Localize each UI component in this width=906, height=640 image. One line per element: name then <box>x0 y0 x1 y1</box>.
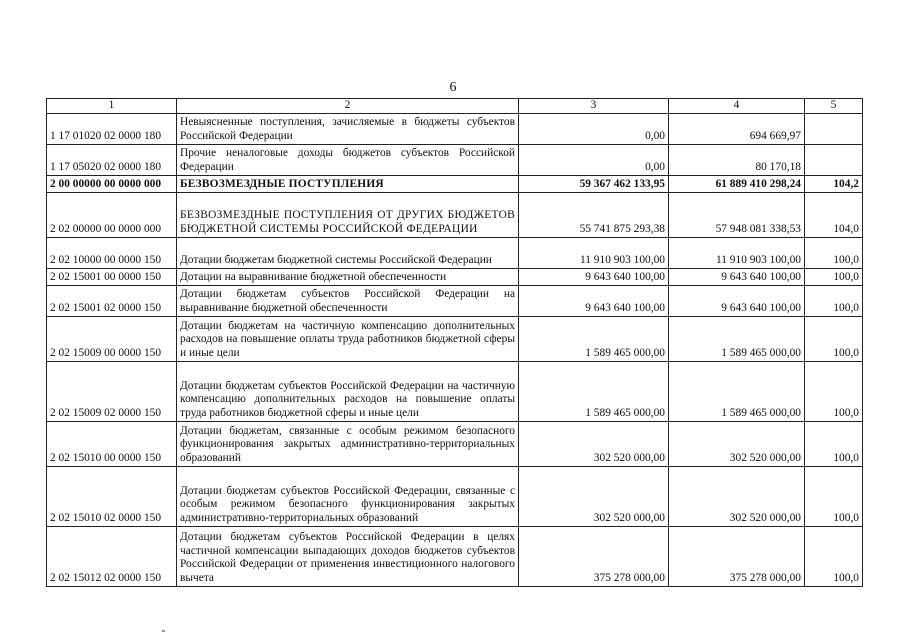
execution-percent: 104,0 <box>805 193 863 238</box>
revenue-name: Дотации на выравнивание бюджетной обеспеченности <box>177 269 519 286</box>
table-row <box>47 176 863 193</box>
column-number-header-row <box>47 99 863 114</box>
revenue-name: Дотации бюджетам субъектов Российской Федерации на частичную компенсацию дополнительных расходов на повышение оплаты труда работников бюджетной сферы и иные цели <box>177 362 519 422</box>
budget-code: 2 00 00000 00 0000 000 <box>47 176 177 193</box>
actual-amount: 302 520 000,00 <box>669 422 805 467</box>
planned-amount: 59 367 462 133,95 <box>519 176 669 193</box>
actual-amount: 1 589 465 000,00 <box>669 317 805 362</box>
execution-percent: 104,2 <box>805 176 863 193</box>
planned-amount: 0,00 <box>519 114 669 145</box>
revenue-name: Дотации бюджетам субъектов Российской Федерации на выравнивание бюджетной обеспеченности <box>177 286 519 317</box>
budget-code: 1 17 01020 02 0000 180 <box>47 114 177 145</box>
budget-code: 2 02 10000 00 0000 150 <box>47 238 177 269</box>
revenue-name: БЕЗВОЗМЕЗДНЫЕ ПОСТУПЛЕНИЯ <box>177 176 519 193</box>
table-row <box>47 238 863 269</box>
revenue-name: Невыясненные поступления, зачисляемые в бюджеты субъектов Российской Федерации <box>177 114 519 145</box>
scan-speck <box>162 630 165 632</box>
execution-percent <box>805 145 863 176</box>
column-header-2: 2 <box>177 99 519 114</box>
actual-amount: 9 643 640 100,00 <box>669 269 805 286</box>
execution-percent: 100,0 <box>805 467 863 527</box>
revenue-name: БЕЗВОЗМЕЗДНЫЕ ПОСТУПЛЕНИЯ ОТ ДРУГИХ БЮДЖЕТОВ БЮДЖЕТНОЙ СИСТЕМЫ РОССИЙСКОЙ ФЕДЕРАЦИИ <box>177 193 519 238</box>
revenue-name: Дотации бюджетам субъектов Российской Федерации, связанные с особым режимом безопасного функционирования закрытых административно-территориальных образований <box>177 467 519 527</box>
budget-code: 2 02 15001 02 0000 150 <box>47 286 177 317</box>
table-row <box>47 286 863 317</box>
planned-amount: 9 643 640 100,00 <box>519 269 669 286</box>
planned-amount: 55 741 875 293,38 <box>519 193 669 238</box>
planned-amount: 302 520 000,00 <box>519 467 669 527</box>
revenue-name: Прочие неналоговые доходы бюджетов субъектов Российской Федерации <box>177 145 519 176</box>
column-header-3: 3 <box>519 99 669 114</box>
revenue-name: Дотации бюджетам субъектов Российской Федерации в целях частичной компенсации выпадающих доходов бюджетов субъектов Российской Федерации от применения инвестиционного налогового вычета <box>177 527 519 587</box>
execution-percent: 100,0 <box>805 317 863 362</box>
execution-percent: 100,0 <box>805 527 863 587</box>
column-header-4: 4 <box>669 99 805 114</box>
table-row <box>47 422 863 467</box>
table-row <box>47 362 863 422</box>
actual-amount: 80 170,18 <box>669 145 805 176</box>
actual-amount: 61 889 410 298,24 <box>669 176 805 193</box>
actual-amount: 302 520 000,00 <box>669 467 805 527</box>
planned-amount: 375 278 000,00 <box>519 527 669 587</box>
revenue-name: Дотации бюджетам на частичную компенсацию дополнительных расходов на повышение оплаты труда работников бюджетной сферы и иные цели <box>177 317 519 362</box>
budget-code: 1 17 05020 02 0000 180 <box>47 145 177 176</box>
budget-code: 2 02 15010 00 0000 150 <box>47 422 177 467</box>
execution-percent: 100,0 <box>805 238 863 269</box>
budget-code: 2 02 15009 00 0000 150 <box>47 317 177 362</box>
actual-amount: 57 948 081 338,53 <box>669 193 805 238</box>
revenue-name: Дотации бюджетам бюджетной системы Российской Федерации <box>177 238 519 269</box>
budget-code: 2 02 15009 02 0000 150 <box>47 362 177 422</box>
planned-amount: 11 910 903 100,00 <box>519 238 669 269</box>
planned-amount: 0,00 <box>519 145 669 176</box>
planned-amount: 1 589 465 000,00 <box>519 362 669 422</box>
column-header-1: 1 <box>47 99 177 114</box>
execution-percent: 100,0 <box>805 269 863 286</box>
budget-code: 2 02 00000 00 0000 000 <box>47 193 177 238</box>
budget-code: 2 02 15010 02 0000 150 <box>47 467 177 527</box>
table-row <box>47 114 863 145</box>
actual-amount: 375 278 000,00 <box>669 527 805 587</box>
budget-code: 2 02 15012 02 0000 150 <box>47 527 177 587</box>
execution-percent: 100,0 <box>805 286 863 317</box>
actual-amount: 694 669,97 <box>669 114 805 145</box>
table-row <box>47 193 863 238</box>
planned-amount: 302 520 000,00 <box>519 422 669 467</box>
table-row <box>47 527 863 587</box>
actual-amount: 9 643 640 100,00 <box>669 286 805 317</box>
table-row <box>47 269 863 286</box>
actual-amount: 1 589 465 000,00 <box>669 362 805 422</box>
planned-amount: 9 643 640 100,00 <box>519 286 669 317</box>
execution-percent: 100,0 <box>805 422 863 467</box>
actual-amount: 11 910 903 100,00 <box>669 238 805 269</box>
column-header-5: 5 <box>805 99 863 114</box>
budget-revenue-table <box>46 98 863 587</box>
table-row <box>47 145 863 176</box>
planned-amount: 1 589 465 000,00 <box>519 317 669 362</box>
table-row <box>47 467 863 527</box>
budget-code: 2 02 15001 00 0000 150 <box>47 269 177 286</box>
page-number: 6 <box>449 80 457 95</box>
revenue-name: Дотации бюджетам, связанные с особым режимом безопасного функционирования закрытых административно-территориальных образований <box>177 422 519 467</box>
execution-percent <box>805 114 863 145</box>
table-row <box>47 317 863 362</box>
execution-percent: 100,0 <box>805 362 863 422</box>
